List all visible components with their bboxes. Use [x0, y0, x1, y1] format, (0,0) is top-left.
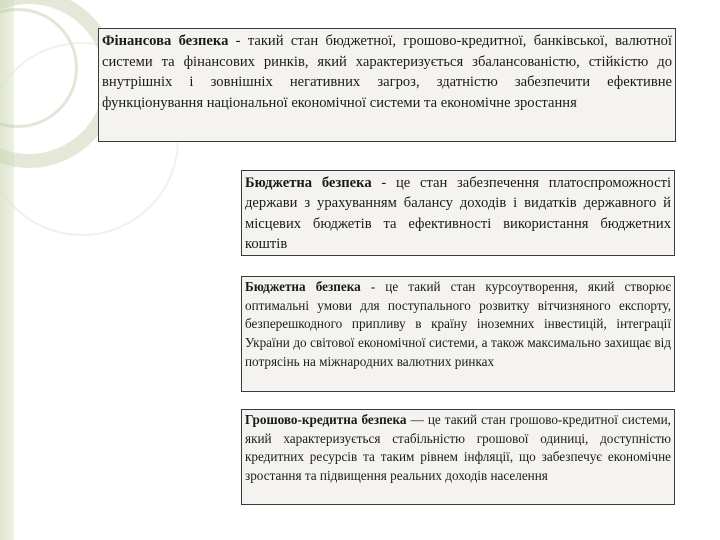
definition-text: - це такий стан курсоутворення, який створює оптимальні умови для поступального розвитку вітчизняного експорту, безперешкодного припливу в країну іноземних інвестицій, інтеграції України до світової економічної системи, а також максимально захищає від потрясінь на міжнародних валютних ринках	[245, 279, 672, 369]
term-label: Грошово-кредитна безпека	[245, 412, 407, 427]
term-label: Фінансова безпека	[102, 33, 229, 49]
currency-security-definition	[241, 276, 675, 392]
budget-security-definition	[241, 170, 675, 256]
monetary-credit-security-definition	[241, 409, 675, 505]
term-label: Бюджетна безпека	[245, 279, 361, 294]
term-label: Бюджетна безпека	[245, 175, 372, 191]
definition-text: - такий стан бюджетної, грошово-кредитної, банківської, валютної системи та фінансових ринків, який характеризується збалансованістю, стійкістю до внутрішніх і зовнішніх негативних загроз, здатністю забезпечити ефективне функціонування національної економічної системи та економічне зростання	[102, 33, 672, 111]
definition-text: - це стан забезпечення платоспроможності держави з урахуванням балансу доходів і видатків державного й місцевих бюджетів та ефективності використання бюджетних коштів	[245, 175, 671, 252]
definition-text: — це такий стан грошово-кредитної системи, який характеризується стабільністю грошової одиниці, доступністю кредитних ресурсів та таким рівнем інфляції, що забезпечує економічне зростання та підвищення реальних доходів населення	[245, 412, 671, 483]
financial-security-definition	[98, 28, 676, 142]
